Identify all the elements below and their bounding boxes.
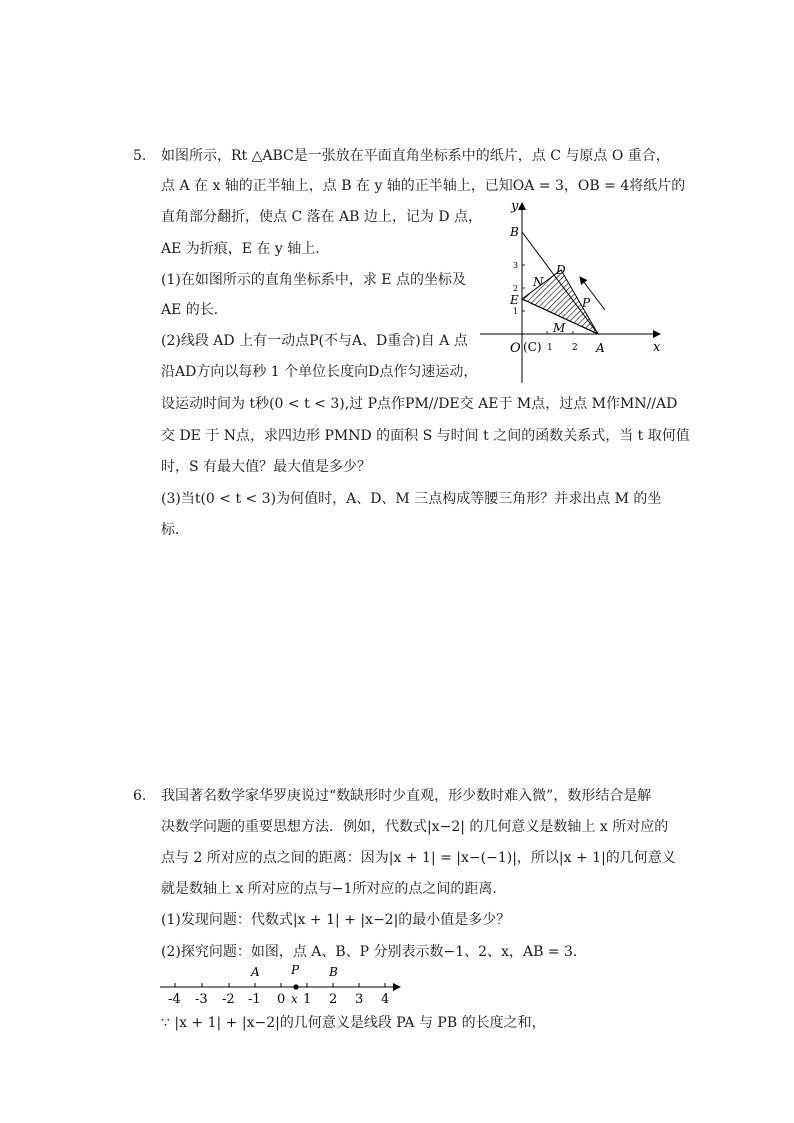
q6-line-4: 就是数轴上 x 所对应的点与−1所对应的点之间的距离． <box>161 881 507 897</box>
tick-label-minus1: -1 <box>248 992 261 1007</box>
question-5-number: 5. <box>133 148 147 164</box>
q5-part2-line-1: (2)线段 AD 上有一动点P(不与A、D重合)自 A 点 <box>161 333 468 349</box>
label-y-axis: y <box>511 199 519 214</box>
q6-line-1: 我国著名数学家华罗庚说过“数缺形时少直观，形少数时难入微”，数形结合是解 <box>161 788 652 804</box>
tick-label-minus4: -4 <box>168 992 181 1007</box>
q6-line-3: 点与 2 所对应的点之间的距离：因为|x + 1| = |x−(−1)|，所以|x + 1|的几何意义 <box>161 850 676 866</box>
q5-part2-line-2: 沿AD方向以每秒 1 个单位长度向D点作匀速运动， <box>161 364 478 380</box>
label-O: O <box>510 341 521 356</box>
label-N: N <box>533 275 544 289</box>
label-E: E <box>510 293 519 307</box>
tick-label-0: 0 <box>277 992 286 1007</box>
q6-part1-line: (1)发现问题：代数式|x + 1| + |x−2|的最小值是多少？ <box>161 912 511 928</box>
y-tick-label-1: 1 <box>513 307 519 316</box>
q6-part2-line: (2)探究问题：如图，点 A、B、P 分别表示数−1、2、x，AB = 3． <box>161 944 587 960</box>
label-C: (C) <box>523 340 542 354</box>
x-tick-label-2: 2 <box>572 343 578 353</box>
q5-coordinate-diagram <box>475 195 670 385</box>
q5-part3-line-2: 标． <box>161 522 189 538</box>
q6-number-line <box>155 960 405 1008</box>
q5-line-2: 点 A 在 x 轴的正半轴上，点 B 在 y 轴的正半轴上，已知OA = 3，OB = 4将纸片的 <box>161 178 686 194</box>
q6-conclusion-line: ∵ |x + 1| + |x−2|的几何意义是线段 PA 与 PB 的长度之和， <box>161 1015 546 1031</box>
label-B: B <box>510 225 519 239</box>
label-M: M <box>553 321 566 335</box>
tick-label-x: x <box>291 992 298 1006</box>
q5-line-3: 直角部分翻折，使点 C 落在 AB 边上，记为 D 点， <box>161 209 483 225</box>
label-x-axis: x <box>653 340 661 355</box>
question-6-number: 6. <box>133 788 147 804</box>
q5-part1-line-1: (1)在如图所示的直角坐标系中，求 E 点的坐标及 <box>161 272 466 288</box>
q5-line-4: AE 为折痕，E 在 y 轴上． <box>161 241 330 257</box>
q5-part1-line-2: AE 的长． <box>161 302 228 318</box>
label-A: A <box>251 965 260 979</box>
label-P: P <box>291 963 300 977</box>
y-tick-label-2: 2 <box>513 284 519 293</box>
tick-label-minus3: -3 <box>195 992 208 1007</box>
q5-part2-line-5: 时，S 有最大值？最大值是多少？ <box>161 459 372 475</box>
q6-line-2: 决数学问题的重要思想方法．例如，代数式|x−2| 的几何意义是数轴上 x 所对应的 <box>161 819 669 835</box>
tick-label-minus2: -2 <box>222 992 235 1007</box>
q5-part2-line-3: 设运动时间为 t秒(0 < t < 3),过 P点作PM//DE交 AE于 M点，过点 M作MN//AD <box>161 396 678 412</box>
tick-label-4: 4 <box>381 992 390 1007</box>
y-tick-label-3: 3 <box>513 261 519 270</box>
label-A: A <box>596 341 605 355</box>
point-P-dot <box>293 984 298 989</box>
tick-label-2: 2 <box>329 992 338 1007</box>
tick-label-1: 1 <box>303 992 312 1007</box>
label-D: D <box>556 263 566 277</box>
x-tick-label-1: 1 <box>547 343 553 353</box>
q5-line-1: 如图所示，Rt △ABC是一张放在平面直角坐标系中的纸片，点 C 与原点 O 重合， <box>161 148 670 164</box>
label-P: P <box>582 296 591 310</box>
label-B: B <box>329 965 338 979</box>
q5-part2-line-4: 交 DE 于 N点，求四边形 PMND 的面积 S 与时间 t 之间的函数关系式，当 t 取何值 <box>161 428 690 444</box>
tick-label-3: 3 <box>355 992 364 1007</box>
q5-part3-line-1: (3)当t(0 < t < 3)为何值时，A、D、M 三点构成等腰三角形？并求出点 M 的坐 <box>161 491 662 507</box>
